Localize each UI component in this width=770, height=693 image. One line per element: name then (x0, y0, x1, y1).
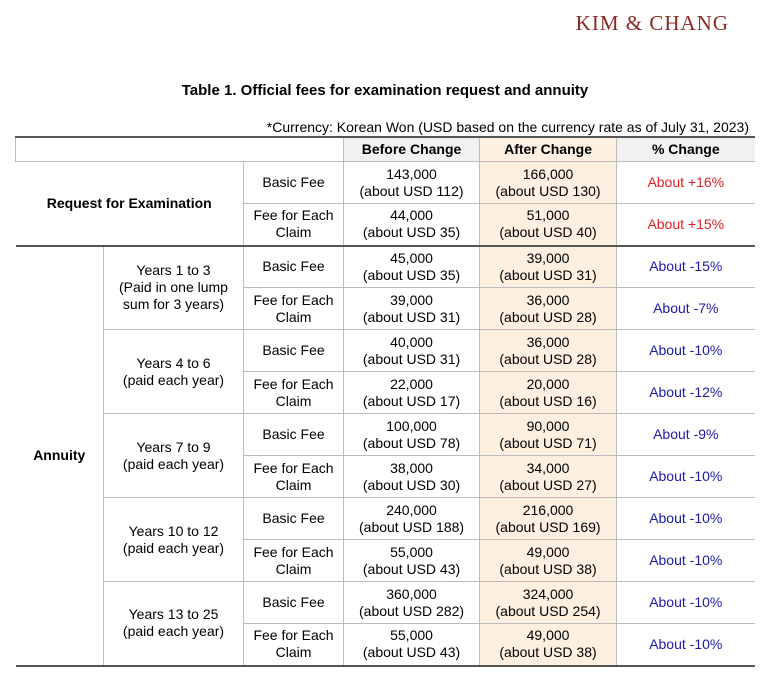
before-cell (344, 330, 480, 372)
after-value: 36,000 (526, 291, 570, 308)
before-usd: (about USD 35) (362, 224, 461, 241)
year-note: (Paid in one lump sum for 3 years) (119, 279, 228, 313)
after-usd: (about USD 28) (499, 350, 597, 367)
header-row (16, 137, 755, 162)
before-cell (344, 540, 480, 582)
table-row (16, 414, 755, 456)
year-note: (paid each year) (122, 623, 225, 640)
pct-change: About +15% (617, 204, 755, 246)
before-usd: (about USD 31) (362, 308, 461, 325)
after-cell (480, 414, 617, 456)
after-usd: (about USD 169) (495, 518, 601, 535)
after-usd: (about USD 130) (495, 182, 601, 199)
before-cell (344, 456, 480, 498)
fee-type: Fee for Each Claim (244, 204, 344, 246)
before-usd: (about USD 112) (359, 182, 464, 199)
pct-change: About -10% (617, 624, 755, 666)
year-range (104, 330, 244, 414)
before-usd: (about USD 30) (362, 476, 461, 493)
after-value: 39,000 (526, 249, 570, 266)
after-usd: (about USD 38) (499, 644, 597, 661)
before-value: 40,000 (390, 333, 433, 350)
before-value: 143,000 (386, 165, 437, 182)
pct-change: About -10% (617, 582, 755, 624)
after-usd: (about USD 31) (499, 266, 597, 283)
pct-change: About +16% (617, 162, 755, 204)
year-range (104, 246, 244, 330)
before-value: 360,000 (386, 585, 437, 602)
after-cell (480, 288, 617, 330)
before-value: 100,000 (386, 417, 437, 434)
after-value: 49,000 (526, 627, 570, 644)
after-value: 90,000 (526, 417, 570, 434)
fee-type: Basic Fee (244, 330, 344, 372)
before-cell (344, 288, 480, 330)
after-usd: (about USD 16) (499, 392, 597, 409)
before-usd: (about USD 43) (362, 644, 461, 661)
before-value: 44,000 (390, 207, 433, 224)
fee-type: Basic Fee (244, 246, 344, 288)
before-cell (344, 414, 480, 456)
fee-type: Fee for Each Claim (244, 372, 344, 414)
before-cell (344, 162, 480, 204)
fee-type: Basic Fee (244, 162, 344, 204)
before-usd: (about USD 35) (362, 266, 461, 283)
after-cell (480, 162, 617, 204)
before-usd: (about USD 78) (362, 434, 461, 451)
table-row (16, 582, 755, 624)
after-value: 34,000 (526, 459, 570, 476)
after-value: 51,000 (526, 207, 570, 224)
before-value: 39,000 (390, 291, 433, 308)
after-cell (480, 540, 617, 582)
pct-change: About -9% (617, 414, 755, 456)
table-row (16, 330, 755, 372)
after-cell (480, 246, 617, 288)
header-blank (16, 137, 344, 162)
year-label: Years 13 to 25 (128, 606, 219, 623)
after-usd: (about USD 71) (499, 434, 597, 451)
currency-note: *Currency: Korean Won (USD based on the currency rate as of July 31, 2023) (266, 119, 749, 135)
fee-type: Basic Fee (244, 414, 344, 456)
after-usd: (about USD 40) (499, 224, 597, 241)
after-cell (480, 456, 617, 498)
year-note: (paid each year) (122, 539, 225, 556)
pct-change: About -7% (617, 288, 755, 330)
before-value: 45,000 (390, 249, 433, 266)
after-usd: (about USD 254) (495, 602, 601, 619)
fee-type: Fee for Each Claim (244, 456, 344, 498)
before-usd: (about USD 17) (362, 392, 461, 409)
fee-table (15, 136, 755, 667)
after-usd: (about USD 27) (499, 476, 597, 493)
category-exam: Request for Examination (16, 162, 244, 246)
header-pct: % Change (617, 137, 755, 162)
after-cell (480, 204, 617, 246)
fee-type: Fee for Each Claim (244, 624, 344, 666)
fee-type: Basic Fee (244, 498, 344, 540)
logo: KIM & CHANG (575, 11, 729, 35)
year-range (104, 498, 244, 582)
before-usd: (about USD 282) (359, 602, 465, 619)
pct-change: About -10% (617, 498, 755, 540)
before-cell (344, 204, 480, 246)
before-cell (344, 372, 480, 414)
after-cell (480, 624, 617, 666)
before-value: 55,000 (390, 627, 433, 644)
header-after: After Change (480, 137, 617, 162)
year-label: Years 1 to 3 (136, 262, 211, 279)
fee-type: Basic Fee (244, 582, 344, 624)
year-label: Years 10 to 12 (128, 522, 219, 539)
before-cell (344, 582, 480, 624)
after-cell (480, 582, 617, 624)
year-range (104, 414, 244, 498)
after-value: 166,000 (522, 165, 574, 182)
fee-type: Fee for Each Claim (244, 288, 344, 330)
table-row (16, 498, 755, 540)
table-title: Table 1. Official fees for examination request and annuity (181, 82, 589, 99)
after-value: 216,000 (522, 501, 574, 518)
before-usd: (about USD 188) (359, 518, 465, 535)
fee-type: Fee for Each Claim (244, 540, 344, 582)
pct-change: About -12% (617, 372, 755, 414)
table-row (16, 246, 755, 288)
year-note: (paid each year) (122, 455, 225, 472)
pct-change: About -10% (617, 330, 755, 372)
table-row (16, 162, 755, 204)
before-cell (344, 624, 480, 666)
after-value: 324,000 (522, 585, 574, 602)
header-before: Before Change (344, 137, 480, 162)
pct-change: About -15% (617, 246, 755, 288)
after-value: 20,000 (526, 375, 570, 392)
after-usd: (about USD 38) (499, 560, 597, 577)
year-label: Years 7 to 9 (136, 438, 211, 455)
before-usd: (about USD 31) (362, 350, 461, 367)
year-label: Years 4 to 6 (136, 354, 211, 371)
year-range (104, 582, 244, 666)
before-value: 240,000 (386, 501, 437, 518)
after-cell (480, 498, 617, 540)
before-cell (344, 246, 480, 288)
after-value: 36,000 (526, 333, 570, 350)
pct-change: About -10% (617, 540, 755, 582)
before-usd: (about USD 43) (362, 560, 461, 577)
before-value: 22,000 (390, 375, 433, 392)
pct-change: About -10% (617, 456, 755, 498)
before-cell (344, 498, 480, 540)
after-usd: (about USD 28) (499, 308, 597, 325)
category-annuity: Annuity (16, 246, 104, 666)
after-cell (480, 330, 617, 372)
after-cell (480, 372, 617, 414)
year-note: (paid each year) (122, 371, 225, 388)
before-value: 55,000 (390, 543, 433, 560)
before-value: 38,000 (390, 459, 433, 476)
after-value: 49,000 (526, 543, 570, 560)
